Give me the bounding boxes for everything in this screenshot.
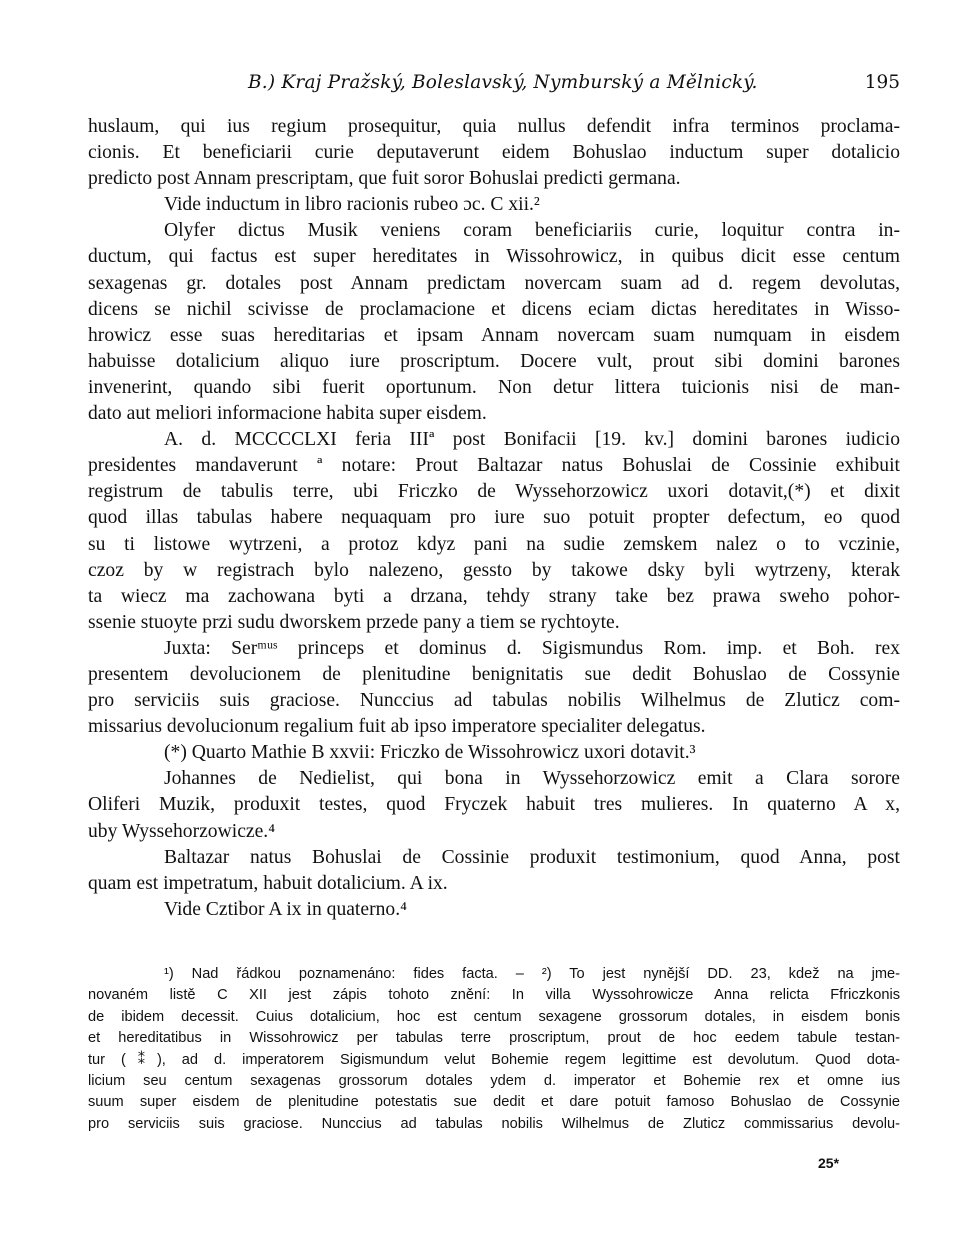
footnote-line: pro serviciis suis graciose. Nunccius ad tabulas nobilis Wilhelmus de Zluticz commissarius devolu- (88, 1115, 900, 1132)
text-line: Vide Cztibor A ix in quaterno.⁴ (164, 898, 407, 920)
main-text (88, 114, 900, 923)
text-line: quam est impetratum, habuit dotalicium. A ix. (88, 872, 448, 894)
text-line: dicens se nichil scivisse de proclamacione et dicens eciam dictas hereditates in Wisso- (88, 298, 900, 320)
text-line: registrum de tabulis terre, ubi Friczko de Wyssehorzowicz uxori dotavit,(*) et dixit (88, 481, 900, 503)
text-line: ta wiecz ma zachowana byti a drzana, tehdy strany take bez prawa sweho pohor- (88, 585, 900, 607)
text-line: su ti listowe wytrzeni, a protoz kdyz pani na sudie zemskem nalez o to vczinie, (88, 533, 900, 555)
text-line: cionis. Et beneficiarii curie deputaverunt eidem Bohuslao inductum super dotalicio (88, 142, 900, 164)
text-line: presidentes mandaverunt ª notare: Prout Baltazar natus Bohuslai de Cossinie exhibuit (88, 455, 900, 477)
text-line: huslaum, qui ius regium prosequitur, quia nullus defendit infra terminos proclama- (88, 116, 900, 137)
text-line: hrowicz esse suas hereditarias et ipsam Annam novercam suam numquam in eisdem (88, 324, 900, 346)
page-number: 195 (864, 72, 900, 93)
text-line: dato aut meliori informacione habita super eisdem. (88, 403, 487, 425)
text-line: invenerint, quando sibi fuerit oportunum. Non detur littera tuicionis nisi de man- (88, 376, 900, 398)
text-line: czoz by w registrach bylo nalezeno, gessto by takowe dsky byli wytrzeny, kterak (88, 559, 900, 581)
running-header-title: B.) Kraj Pražský, Boleslavský, Nymburský a Mělnický. (248, 72, 758, 93)
text-line: habuisse dotalicium aliquo iure proscriptum. Docere vult, prout sibi domini barones (88, 350, 900, 372)
text-line: ssenie stuoyte przi sudu dworskem przede pany a tiem se rychtoyte. (88, 611, 620, 633)
footnotes (88, 964, 900, 1135)
text-line: quod illas tabulas habere nequaquam pro iure suo potuit propter defectum, eo quod (88, 507, 900, 529)
text-line: uby Wyssehorzowicze.⁴ (88, 820, 276, 842)
text-line: presentem devolucionem de plenitudine benignitatis sue dedit Bohuslao de Cossynie (88, 663, 900, 685)
text-line: (*) Quarto Mathie B xxvii: Friczko de Wissohrowicz uxori dotavit.³ (164, 742, 696, 764)
text-line: missarius devolucionum regalium fuit ab ipso imperatore specialiter delegatus. (88, 716, 706, 738)
text-line: Oliferi Muzik, produxit testes, quod Fryczek habuit tres mulieres. In quaterno A x, (88, 794, 900, 816)
footnote-line: ¹) Nad řádkou poznamenáno: fides facta. – ²) To jest nynější DD. 23, kdež na jme- (164, 966, 900, 982)
footnote-line: novaném listě C XII jest zápis tohoto znění: In villa Wyssohrowicze Anna relicta Ffriczkonis (88, 987, 900, 1004)
footnote-line: licium seu centum sexagenas grossorum dotales ydem d. imperator et Bohemie rex et omne ius (88, 1072, 900, 1089)
signature-mark: 25* (818, 1155, 840, 1171)
footnote-line: de ibidem decessit. Cuius dotalicium, hoc est centum sexagene grossorum dotales, in eisdem bonis (88, 1008, 900, 1025)
text-line: sexagenas gr. dotales post Annam predictam novercam suam ad d. regem devolutas, (88, 272, 900, 294)
text-line: Olyfer dictus Musik veniens coram beneficiariis curie, loquitur contra in- (164, 220, 900, 242)
footnote-line: et hereditatibus in Wissohrowicz per tabulas terre proscriptum, prout de hoc eedem tabule testan- (88, 1030, 900, 1047)
text-line: Vide inductum in libro racionis rubeo ɔc. C xii.² (164, 194, 540, 216)
footnote-line: tur (⁑), ad d. imperatorem Sigismundum velut Bohemie regem legittime est devolutum. Quod dota- (88, 1051, 900, 1068)
text-line: Baltazar natus Bohuslai de Cossinie produxit testimonium, quod Anna, post (164, 846, 900, 868)
footnote-line: suum super eisdem de plenitudine potestatis sue dedit et dare potuit famoso Bohuslao de Cossynie (88, 1094, 900, 1111)
running-header (248, 72, 900, 102)
text-line: ductum, qui factus est super hereditates in Wissohrowicz, in quibus dicit esse centum (88, 246, 900, 268)
text-line: Johannes de Nedielist, qui bona in Wyssehorzowicz emit a Clara sorore (164, 768, 900, 790)
text-line: A. d. MCCCCLXI feria IIIª post Bonifacii [19. kv.] domini barones iudicio (164, 429, 900, 451)
text-line: Juxta: Serᵐᵘˢ princeps et dominus d. Sigismundus Rom. imp. et Boh. rex (164, 637, 900, 659)
text-line: predicto post Annam prescriptam, que fuit soror Bohuslai predicti germana. (88, 168, 681, 190)
text-line: pro serviciis suis graciose. Nunccius ad tabulas nobilis Wilhelmus de Zluticz com- (88, 690, 900, 712)
